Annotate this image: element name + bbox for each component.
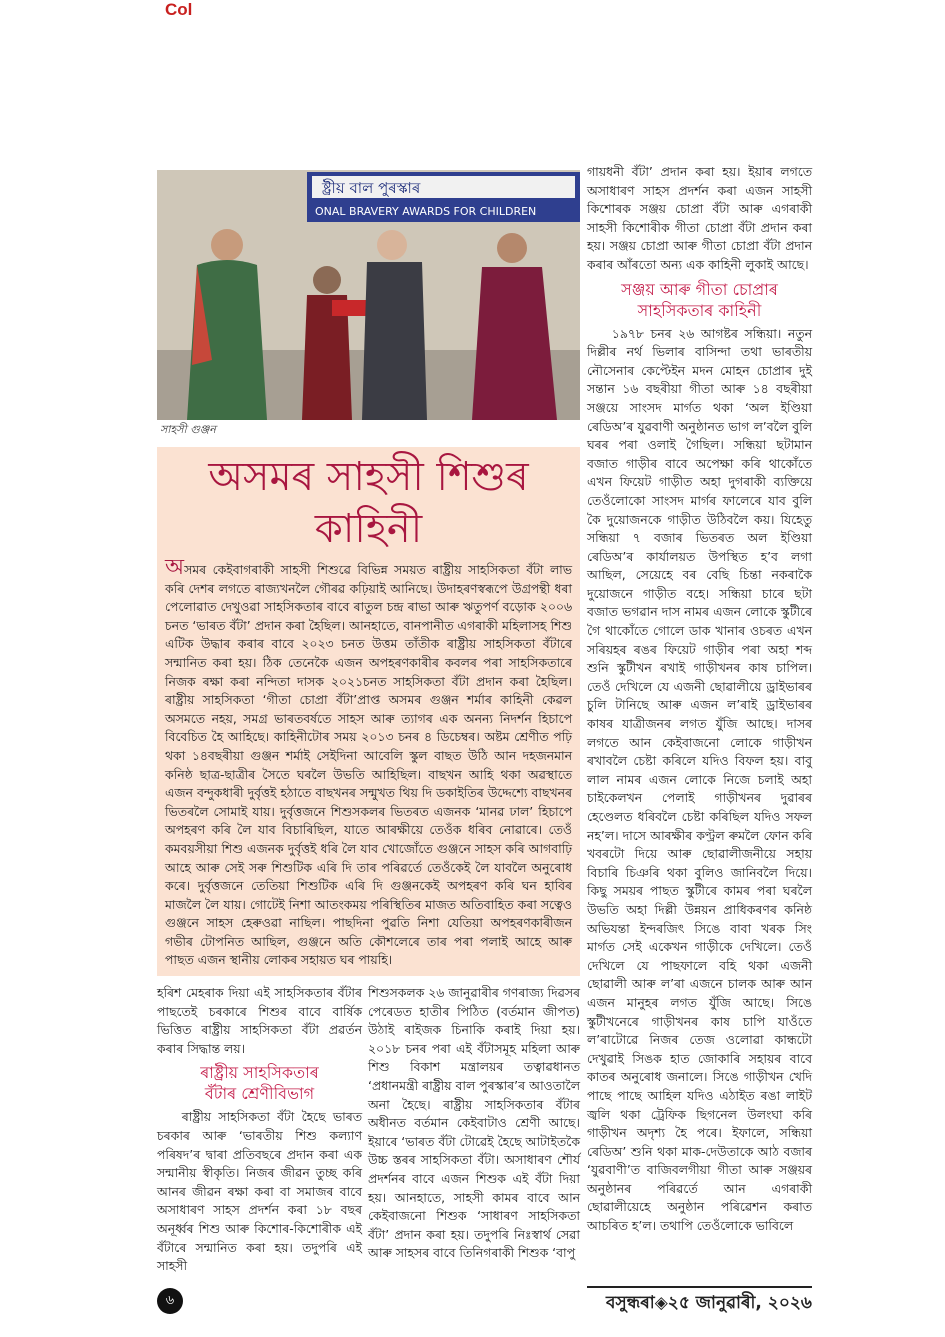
subheading-line-1: ৰাষ্ট্ৰীয় সাহসিকতাৰ xyxy=(200,1063,319,1083)
col-tag: Col xyxy=(165,0,193,19)
award-photo xyxy=(157,170,580,420)
page-content xyxy=(157,0,812,1276)
column-2 xyxy=(368,984,580,1276)
article-lead-box xyxy=(157,447,580,976)
separator-icon: ◈ xyxy=(654,1292,668,1313)
lower-columns xyxy=(157,984,580,1276)
subheading-line-1: সঞ্জয় আৰু গীতা চোপ্ৰাৰ xyxy=(621,279,778,299)
page-number: ৬ xyxy=(157,1288,183,1314)
col1-paragraph-1: হৰিশ মেহৰাক দিয়া এই সাহসিকতাৰ বঁটাৰ পাছতেই চৰকাৰে শিশুৰ বাবে বাৰ্ষিক ভিত্তিত ৰাষ্ট্ৰীয় সাহসিকতা বঁটা প্ৰৱৰ্তন কৰাৰ সিদ্ধান্ত লয়। xyxy=(157,985,362,1056)
column-1 xyxy=(157,984,362,1276)
lead-text: সমৰ কেইবাগৰাকী সাহসী শিশুৱে বিভিন্ন সময়ত ৰাষ্ট্ৰীয় সাহসিকতা বঁটা লাভ কৰি দেশৰ লগতে ৰাজ্যখনলৈ গৌৰৱ কঢ়িয়াই আনিছে। উদাহৰণস্বৰূপে উগ্ৰপন্থী ধৰা পেলোৱাত দেখুওৱা সাহসিকতাৰ বাবে ৰাতুল চন্দ্ৰ ৰাভা আৰু ঋতুপৰ্ণ বড়োক ২০০৬ চনত ‘ভাৰত বঁটা’ প্ৰদান কৰা হৈছিল। আনহাতে, বানপানীত এগৰাকী মহিলাসহ শিশু এটিক উদ্ধাৰ কৰাৰ বাবে ২০২৩ চনত উত্তম তাঁতীক ৰাষ্ট্ৰীয় সাহসিকতা বঁটাৰে সন্মানিত কৰা হয়। ঠিক তেনেকৈ এজন অপহৰণকাৰীৰ কবলৰ পৰা সাহসিকতাৰে নিজক ৰক্ষা কৰা নন্দিতা দাসক ২০২১চনত সাহসিকতা বঁটা প্ৰদান কৰা হৈছিল। ৰাষ্ট্ৰীয় সাহসিকতা ‘গীতা চোপ্ৰা বঁটা’প্ৰাপ্ত অসমৰ গুঞ্জন শৰ্মাৰ কাহিনী কেৱল অসমতে নহয়, সমগ্ৰ ভাৰতবৰ্ষতে সাহস আৰু ত্যাগৰ এক অনন্য নিদৰ্শন হিচাপে বিবেচিত হৈ আহিছে। কাহিনীটোৰ সময় ২০১৩ চনৰ ৪ ডিচেম্বৰ। অষ্টম শ্ৰেণীত পঢ়ি থকা ১৪বছৰীয়া গুঞ্জন শৰ্মাই সেইদিনা আবেলি স্কুল বাছত উঠি আন দহজনমান কনিষ্ঠ ছাত্ৰ-ছাত্ৰীৰ সৈতে ঘৰলৈ উভতি আহিছিল। বাছখন আহি থকা অৱস্থাতে এজন বন্দুকধাৰী দুৰ্বৃত্তই হঠাতে বাছখনৰ সন্মুখত থিয় দি ডকাইতিৰ উদ্দেশ্যে বাছখনৰ ভিতৰলৈ সোমাই যায়। দুৰ্বৃত্তজনে শিশুসকলৰ ভিতৰত এজনক ‘মানৱ ঢাল’ হিচাপে অপহৰণ কৰি লৈ যাব বিচাৰিছিল, যাতে আৰক্ষীয়ে তেওঁক ধৰিব নোৱাৰে। তেওঁ কমবয়সীয়া শিশু এজনক দুৰ্বৃত্তই ধৰি লৈ যাব খোজোঁতে গুঞ্জনে সাহস কৰি আগবাঢ়ি আহে আৰু সেই সৰু শিশুটিক এৰি দি তাৰ পৰিৱৰ্তে তেওঁকেই লৈ যাবলৈ অনুৰোধ কৰে। দুৰ্বৃত্তজনে তেতিয়া শিশুটিক এৰি দি গুঞ্জনকেই অপহৰণ কৰি ঘন হাবিৰ মাজলৈ লৈ যায়। গোটেই নিশা আতংকময় পৰিস্থিতিৰ মাজত অতিবাহিত কৰা সত্বেও গুঞ্জনে সাহস হেৰুওৱা নাছিল। পাছদিনা পুৱতি নিশা যেতিয়া অপহৰণকাৰীজন গভীৰ টোপনিত আছিল, গুঞ্জনে অতি কৌশলেৰে তাৰ পৰা পলাই আহে আৰু পাছত এজন স্থানীয় লোকৰ সহায়ত ঘৰ পায়হি। xyxy=(165,562,572,968)
publication-name: বসুন্ধৰা xyxy=(606,1292,655,1313)
column-3 xyxy=(587,163,812,1236)
subheading-line-2: বঁটাৰ শ্ৰেণীবিভাগ xyxy=(204,1084,315,1104)
col2-paragraph: শিশুসকলক ২৬ জানুৱাৰীৰ গণৰাজ্য দিৱসৰ পেৰেডত হাতীৰ পিঠিত (বৰ্তমান জীপত) উঠাই ৰাইজক চিনাকি কৰাই দিয়া হয়। ২০১৮ চনৰ পৰা এই বঁটাসমূহ মহিলা আৰু শিশু বিকাশ মন্ত্ৰালয়ৰ তত্বাৱধানত ‘প্ৰধানমন্ত্ৰী ৰাষ্ট্ৰীয় বাল পুৰস্কাৰ’ৰ আওতালৈ অনা হৈছে। ৰাষ্ট্ৰীয় সাহসিকতাৰ বঁটাৰ অধীনত বৰ্তমান কেইবাটাও শ্ৰেণী আছে। ইয়াৰে ‘ভাৰত বঁটা টোৱেই হৈছে আটাইতকৈ উচ্চ স্তৰৰ সাহসিকতা বঁটা। অসাধাৰণ শৌৰ্য প্ৰদৰ্শনৰ বাবে এজন শিশুক এই বঁটা দিয়া হয়। আনহাতে, সাহসী কামৰ বাবে আন কেইবাজনো শিশুক ‘সাধাৰণ সাহসিকতা বঁটা’ প্ৰদান কৰা হয়। তদুপৰি নিঃস্বাৰ্থ সেৱা আৰু সাহসৰ বাবে তিনিগৰাকী শিশুক ‘বাপু xyxy=(368,985,580,1261)
banner-text-2: ONAL BRAVERY AWARDS FOR CHILDREN xyxy=(315,205,537,218)
footer-row xyxy=(157,1286,812,1314)
col3-paragraph-1: গায়ধনী বঁটা’ প্ৰদান কৰা হয়। ইয়াৰ লগতে অসাধাৰণ সাহস প্ৰদৰ্শন কৰা এজন সাহসী কিশোৰক সঞ্জয় চোপ্ৰা বঁটা আৰু এগৰাকী সাহসী কিশোৰীক গীতা চোপ্ৰা বঁটা প্ৰদান কৰা হয়। সঞ্জয় চোপ্ৰা আৰু গীতা চোপ্ৰা বঁটা প্ৰদান কৰাৰ আঁৰতো অন্য এক কাহিনী লুকাই আছে। xyxy=(587,164,812,272)
col3-paragraph-2: ১৯৭৮ চনৰ ২৬ আগষ্টৰ সন্ধিয়া। নতুন দিল্লীৰ নৰ্থ ভিলাৰ বাসিন্দা তথা ভাৰতীয় নৌসেনাৰ কেপ্টেইন মদন মোহন চোপ্ৰাৰ দুই সন্তান ১৬ বছৰীয়া গীতা আৰু ১৪ বছৰীয়া সঞ্জয়ে সাংসদ মাৰ্গত থকা ‘অল ইণ্ডিয়া ৰেডিঅ’ৰ যুৱবাণী অনুষ্ঠানত ভাগ ল’বলৈ বুলি ঘৰৰ পৰা ওলাই গৈছিল। সন্ধিয়া ছটামান বজাত গাড়ীৰ বাবে অপেক্ষা কৰি থাকোঁতে এখন ফিয়েট গাড়ীত অহা দুগৰাকী ব্যক্তিয়ে তেওঁলোকো সাংসদ মাৰ্গৰ ফালেৰে যাব বুলি কৈ দুয়োজনকে গাড়ীত উঠিবলৈ কয়। যিহেতু সন্ধিয়া ৭ বজাৰ ভিতৰত অল ইণ্ডিয়া ৰেডিঅ’ৰ কাৰ্যালয়ত উপস্থিত হ’ব লগা আছিল, সেয়েহে বৰ বেছি চিন্তা নকৰাকৈ দুয়োজনে গাড়ীত বহে। সন্ধিয়া চাৰে ছটা বজাত ভগৱান দাস নামৰ এজন লোকে স্কুটীৰে গৈ থাকোঁতে গোলে ডাক খানাৰ ওচৰত এখন সৰিয়হৰ ৰঙৰ ফিয়েট গাড়ীৰ পৰা অহা শব্দ শুনি স্কুটীখন ৰখাই গাড়ীখনৰ কাষ চাপিল। তেওঁ দেখিলে যে এজনী ছোৱালীয়ে ড্ৰাইভাৰৰ চুলি টানিছে আৰু এজন ল’ৰাই ড্ৰাইভাৰৰ কাষৰ যাত্ৰীজনৰ লগত যুঁজি আছে। দাসৰ লগতে আন কেইবাজনো লোকে গাড়ীখন ৰখাবলৈ চেষ্টা কৰিলে যদিও বিফল হয়। বাবু লাল নামৰ এজন লোকে নিজে চলাই অহা চাইকেলখন পেলাই গাড়ীখনৰ দুৱাৰৰ হেণ্ডেলত ধৰিবলৈ চেষ্টা কৰিছিল যদিও সফল নহ’ল। দাসে আৰক্ষীৰ কণ্ট্ৰল ৰুমলৈ ফোন কৰি খবৰটো দিয়ে আৰু ছোৱালীজনীয়ে সহায় বিচাৰি চিঞৰি থকা বুলিও জানিবলৈ দিয়ে। কিছু সময়ৰ পাছত স্কুটীৰে কামৰ পৰা ঘৰলৈ উভতি অহা দিল্লী উন্নয়ন প্ৰাধিকৰণৰ কনিষ্ঠ অভিযন্তা ইন্দৰজিৎ সিঙে বাবা খৰক সিং মাৰ্গত সেই একেখন গাড়ীকে দেখিলে। তেওঁ দেখিলে যে পাছফালে বহি থকা এজনী ছোৱালী আৰু ল’ৰা এজনে চালক আৰু আন এজন মানুহৰ লগত যুঁজি আছে। সিঙে স্কুটীখনেৰে গাড়ীখনৰ কাষ চাপি যাওঁতে ল’ৰাটোৱে নিজৰ তেজ ওলোৱা কান্ধটো দেখুৱাই সিঙক হাত জোকাৰি সহায়ৰ বাবে কাতৰ অনুৰোধ জনালে। সিঙে গাড়ীখন খেদি পাছে পাছে আহিল যদিও এঠাইত ৰঙা লাইট জ্বলি থকা ট্ৰেফিক ছিগনেল উলংঘা কৰি গাড়ীখন অদৃশ্য হৈ পৰে। ইফালে, সন্ধিয়া ৰেডিঅ’ শুনি থকা মাক-দেউতাকে আঠ বজাৰ ‘যুৱবাণী’ত বাজিবলগীয়া গীতা আৰু সঞ্জয়ৰ অনুষ্ঠানৰ পৰিৱৰ্তে আন এগৰাকী ছোৱালীয়েহে অনুষ্ঠান পৰিৱেশন কৰাত আচৰিত হ’ল। তথাপি তেওঁলোকে ভাবিলে xyxy=(587,325,812,1234)
banner-text-1: ষ্ট্ৰীয় বাল পুৰস্কাৰ xyxy=(322,179,421,197)
footer-dateline xyxy=(587,1286,812,1314)
subheading-line-2: সাহসিকতাৰ কাহিনী xyxy=(637,300,762,320)
issue-date: ২৫ জানুৱাৰী, ২০২৬ xyxy=(667,1292,812,1313)
lead-paragraph xyxy=(165,555,572,970)
col1-paragraph-2: ৰাষ্ট্ৰীয় সাহসিকতা বঁটা হৈছে ভাৰত চৰকাৰ আৰু ‘ভাৰতীয় শিশু কল্যাণ পৰিষদ’ৰ দ্বাৰা প্ৰতিবছৰে প্ৰদান কৰা এক সন্মানীয় স্বীকৃতি। নিজৰ জীৱন তুচ্ছ কৰি আনৰ জীৱন ৰক্ষা কৰা বা সমাজৰ বাবে অসাধাৰণ সাহস প্ৰদৰ্শন কৰা ১৮ বছৰ অনূৰ্ধ্বৰ শিশু আৰু কিশোৰ-কিশোৰীক এই বঁটাৰে সন্মানিত কৰা হয়। তদুপৰি এই সাহসী xyxy=(157,1109,362,1274)
photo-caption: সাহসী গুঞ্জন xyxy=(160,423,216,436)
award-ceremony-image xyxy=(157,170,580,420)
article-title: অসমৰ সাহসী শিশুৰ কাহিনী xyxy=(208,454,529,552)
left-section xyxy=(157,163,580,1276)
subheading-chopra-story xyxy=(587,279,812,321)
subheading-award-categories xyxy=(157,1062,362,1104)
drop-cap: অ xyxy=(165,555,185,580)
